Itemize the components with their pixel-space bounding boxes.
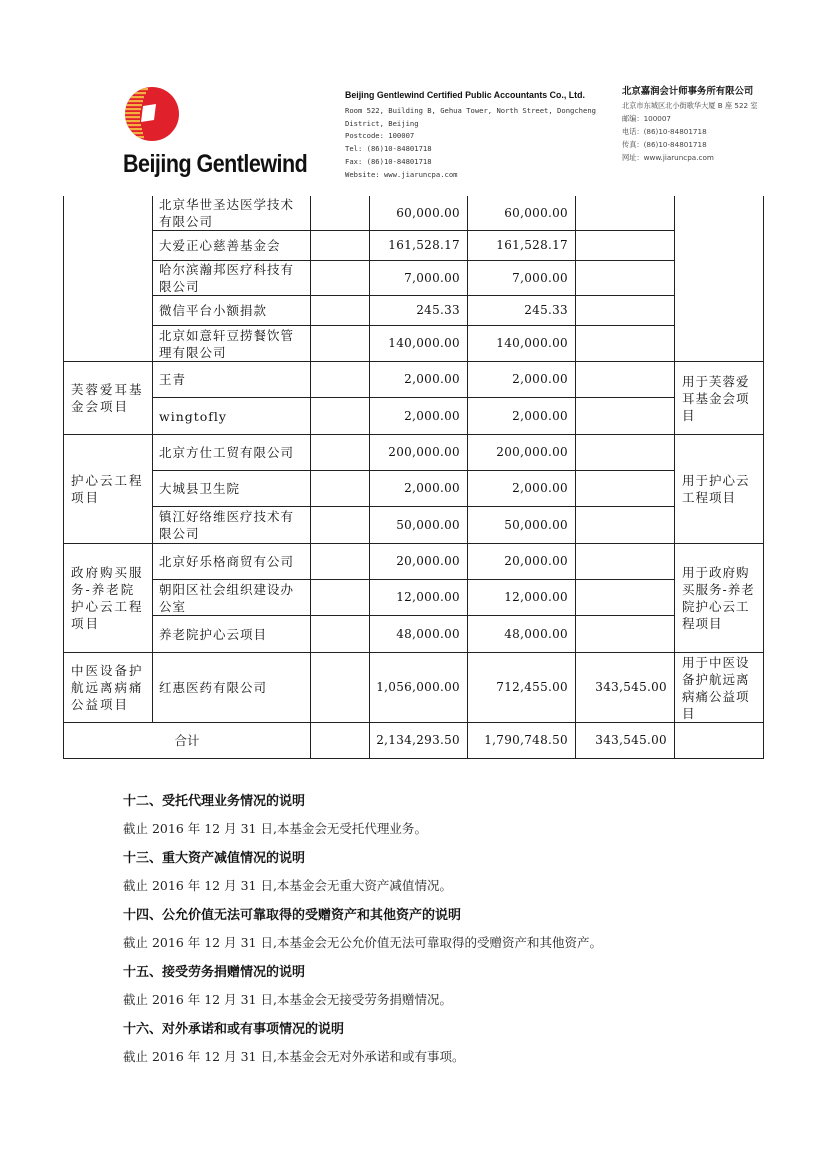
amount-cell: 48,000.00: [370, 616, 468, 653]
english-contact-block: [345, 90, 606, 182]
remaining-amount-cell: [576, 362, 675, 398]
table-row: [64, 471, 764, 507]
chinese-contact-block: [622, 86, 758, 164]
remaining-amount-cell: 343,545.00: [576, 653, 675, 723]
total-used-cell: 1,790,748.50: [468, 723, 576, 759]
section-text: 截止 2016 年 12 月 31 日,本基金会无受托代理业务。: [123, 821, 427, 836]
chinese-fax: 传真：(86)10-84801718: [622, 139, 707, 149]
remaining-amount-cell: [576, 507, 675, 544]
purpose-note-cell: 用于芙蓉爱耳基金会项目: [675, 362, 764, 435]
total-row: [64, 723, 764, 759]
purpose-note-cell: [675, 196, 764, 362]
used-amount-cell: 48,000.00: [468, 616, 576, 653]
amount-cell: 140,000.00: [370, 326, 468, 362]
total-amount-cell: 2,134,293.50: [370, 723, 468, 759]
donor-cell: 红惠医药有限公司: [153, 653, 311, 723]
used-amount-cell: 245.33: [468, 296, 576, 326]
blank-cell: [311, 326, 370, 362]
blank-cell: [311, 196, 370, 231]
english-tel: Tel: (86)10-84801718: [345, 144, 432, 154]
blank-cell: [311, 261, 370, 296]
used-amount-cell: 161,528.17: [468, 231, 576, 261]
remaining-amount-cell: [576, 435, 675, 471]
section-heading: 十五、接受劳务捐赠情况的说明: [123, 965, 306, 980]
english-company-name: Beijing Gentlewind Certified Public Accountants Co., Ltd.: [345, 90, 585, 101]
table-row: [64, 435, 764, 471]
used-amount-cell: 2,000.00: [468, 398, 576, 435]
used-amount-cell: 712,455.00: [468, 653, 576, 723]
section-heading: 十六、对外承诺和或有事项情况的说明: [123, 1022, 345, 1037]
amount-cell: 161,528.17: [370, 231, 468, 261]
section-heading: 十四、公允价值无法可靠取得的受赠资产和其他资产的说明: [123, 908, 462, 923]
purpose-note-cell: 用于护心云工程项目: [675, 435, 764, 544]
remaining-amount-cell: [576, 398, 675, 435]
used-amount-cell: 12,000.00: [468, 580, 576, 616]
remaining-amount-cell: [576, 296, 675, 326]
category-cell: 芙蓉爱耳基金会项目: [64, 362, 153, 435]
blank-cell: [311, 723, 370, 759]
used-amount-cell: 50,000.00: [468, 507, 576, 544]
total-label-cell: 合计: [64, 723, 311, 759]
remaining-amount-cell: [576, 616, 675, 653]
amount-cell: 2,000.00: [370, 398, 468, 435]
table-row: [64, 231, 764, 261]
section-text: 截止 2016 年 12 月 31 日,本基金会无对外承诺和或有事项。: [123, 1049, 465, 1064]
amount-cell: 200,000.00: [370, 435, 468, 471]
remaining-amount-cell: [576, 471, 675, 507]
english-fax: Fax: (86)10-84801718: [345, 156, 432, 166]
donor-cell: wingtofly: [153, 398, 311, 435]
table-row: [64, 616, 764, 653]
section-text: 截止 2016 年 12 月 31 日,本基金会无接受劳务捐赠情况。: [123, 992, 452, 1007]
donation-table: [63, 196, 764, 759]
amount-cell: 2,000.00: [370, 362, 468, 398]
donor-cell: 微信平台小额捐款: [153, 296, 311, 326]
blank-cell: [311, 471, 370, 507]
donation-table-body: [64, 196, 764, 759]
amount-cell: 1,056,000.00: [370, 653, 468, 723]
chinese-tel: 电话：(86)10-84801718: [622, 126, 707, 136]
blank-cell: [311, 580, 370, 616]
table-row: [64, 544, 764, 580]
donor-cell: 北京如意轩豆捞餐饮管理有限公司: [153, 326, 311, 362]
amount-cell: 50,000.00: [370, 507, 468, 544]
chinese-website: 网址：www.jiaruncpa.com: [622, 152, 714, 162]
blank-cell: [311, 653, 370, 723]
blank-cell: [311, 507, 370, 544]
remaining-amount-cell: [576, 231, 675, 261]
used-amount-cell: 7,000.00: [468, 261, 576, 296]
used-amount-cell: 20,000.00: [468, 544, 576, 580]
donor-cell: 镇江好络维医疗技术有限公司: [153, 507, 311, 544]
notes-sections: [123, 791, 763, 1076]
company-logo-icon: [124, 86, 180, 142]
category-cell: 护心云工程项目: [64, 435, 153, 544]
used-amount-cell: 140,000.00: [468, 326, 576, 362]
table-row: [64, 507, 764, 544]
chinese-company-name: 北京嘉润会计师事务所有限公司: [622, 86, 754, 97]
donor-cell: 朝阳区社会组织建设办公室: [153, 580, 311, 616]
table-row: [64, 296, 764, 326]
remaining-amount-cell: [576, 326, 675, 362]
english-address-line2: District, Beijing: [345, 118, 419, 128]
blank-cell: [311, 544, 370, 580]
donor-cell: 哈尔滨瀚邦医疗科技有限公司: [153, 261, 311, 296]
english-address-line1: Room 522, Building B, Gehua Tower, North Street, Dongcheng: [345, 105, 596, 115]
table-row: [64, 326, 764, 362]
purpose-note-cell: 用于中医设备护航远离病痛公益项目: [675, 653, 764, 723]
remaining-amount-cell: [576, 196, 675, 231]
chinese-address: 北京市东城区北小街歌华大厦 B 座 522 室: [622, 100, 758, 110]
amount-cell: 60,000.00: [370, 196, 468, 231]
logo-wordmark: Beijing Gentlewind: [123, 150, 308, 178]
table-row: [64, 398, 764, 435]
remaining-amount-cell: [576, 580, 675, 616]
used-amount-cell: 2,000.00: [468, 471, 576, 507]
category-cell: [64, 196, 153, 362]
used-amount-cell: 60,000.00: [468, 196, 576, 231]
donor-cell: 大爱正心慈善基金会: [153, 231, 311, 261]
blank-cell: [311, 362, 370, 398]
english-website: Website: www.jiaruncpa.com: [345, 169, 458, 179]
amount-cell: 7,000.00: [370, 261, 468, 296]
donor-cell: 王青: [153, 362, 311, 398]
section-text: 截止 2016 年 12 月 31 日,本基金会无重大资产减值情况。: [123, 878, 452, 893]
total-remaining-cell: 343,545.00: [576, 723, 675, 759]
section-heading: 十三、重大资产减值情况的说明: [123, 851, 306, 866]
used-amount-cell: 200,000.00: [468, 435, 576, 471]
remaining-amount-cell: [576, 544, 675, 580]
amount-cell: 2,000.00: [370, 471, 468, 507]
total-note-cell: [675, 723, 764, 759]
english-postcode: Postcode: 100007: [345, 131, 415, 141]
remaining-amount-cell: [576, 261, 675, 296]
table-row: [64, 196, 764, 231]
blank-cell: [311, 435, 370, 471]
amount-cell: 20,000.00: [370, 544, 468, 580]
section-text: 截止 2016 年 12 月 31 日,本基金会无公允价值无法可靠取得的受赠资产和其他资产。: [123, 935, 602, 950]
donor-cell: 北京方仕工贸有限公司: [153, 435, 311, 471]
blank-cell: [311, 231, 370, 261]
category-cell: 中医设备护航远离病痛公益项目: [64, 653, 153, 723]
blank-cell: [311, 398, 370, 435]
table-row: [64, 261, 764, 296]
category-cell: 政府购买服务-养老院护心云工程项目: [64, 544, 153, 653]
amount-cell: 245.33: [370, 296, 468, 326]
blank-cell: [311, 296, 370, 326]
donor-cell: 北京华世圣达医学技术有限公司: [153, 196, 311, 231]
chinese-postcode: 邮编：100007: [622, 113, 672, 123]
used-amount-cell: 2,000.00: [468, 362, 576, 398]
purpose-note-cell: 用于政府购买服务-养老院护心云工程项目: [675, 544, 764, 653]
donor-cell: 大城县卫生院: [153, 471, 311, 507]
donor-cell: 北京好乐格商贸有公司: [153, 544, 311, 580]
table-row: [64, 362, 764, 398]
blank-cell: [311, 616, 370, 653]
donor-cell: 养老院护心云项目: [153, 616, 311, 653]
table-row: [64, 580, 764, 616]
table-row: [64, 653, 764, 723]
section-heading: 十二、受托代理业务情况的说明: [123, 794, 306, 809]
amount-cell: 12,000.00: [370, 580, 468, 616]
